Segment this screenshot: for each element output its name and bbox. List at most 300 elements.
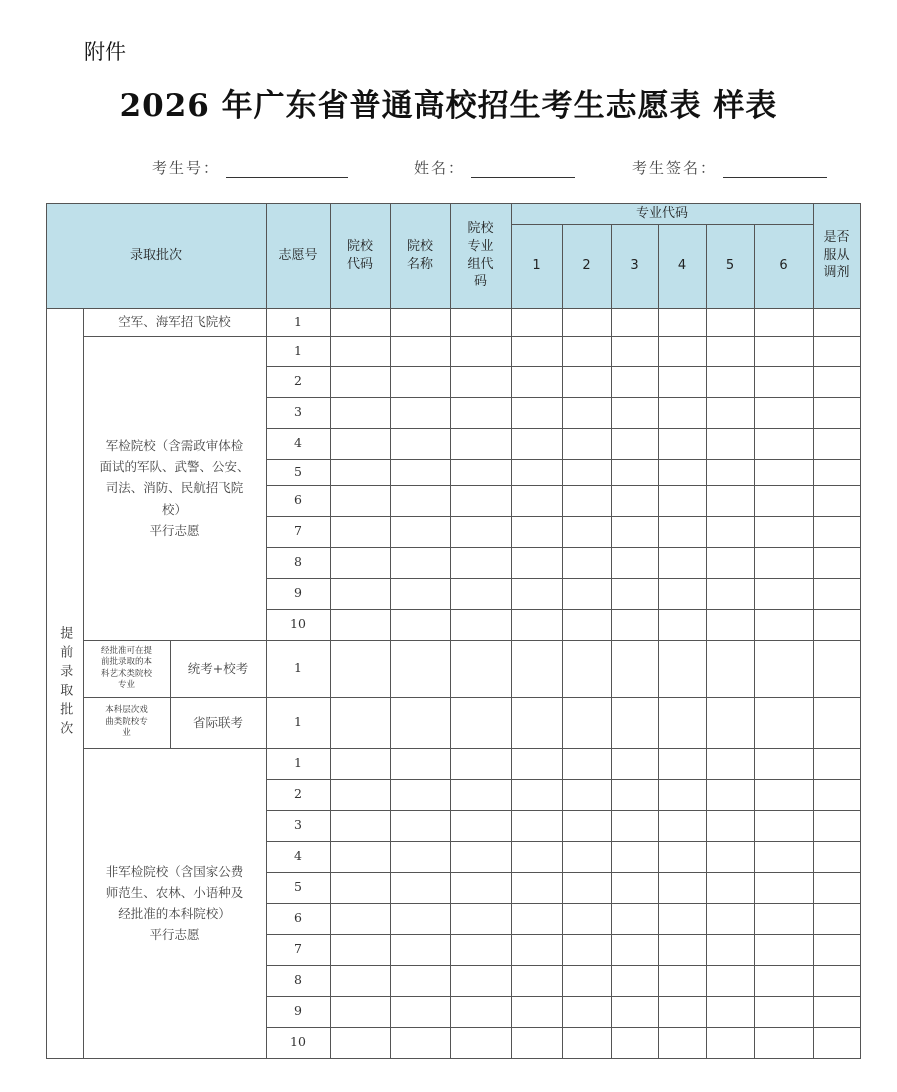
non-military-row-7-major-1[interactable] bbox=[511, 934, 562, 965]
air-navy-row-1-adjust[interactable] bbox=[813, 308, 860, 336]
non-military-row-7-major-5[interactable] bbox=[706, 934, 754, 965]
military-row-5-major-6[interactable] bbox=[754, 459, 813, 485]
header-major-col-2 bbox=[562, 224, 611, 308]
non-military-row-4-major-1[interactable] bbox=[511, 841, 562, 872]
military-row-2-school-code[interactable] bbox=[330, 366, 390, 397]
non-military-row-2-major-1[interactable] bbox=[511, 779, 562, 810]
military-row-3-school-code[interactable] bbox=[330, 397, 390, 428]
non-military-row-5-major-3[interactable] bbox=[611, 872, 658, 903]
military-row-6-major-2[interactable] bbox=[562, 485, 611, 516]
header-major-col-6 bbox=[754, 224, 813, 308]
military-row-4-major-3[interactable] bbox=[611, 428, 658, 459]
air-navy-row-1-major-5[interactable] bbox=[706, 308, 754, 336]
military-row-5-major-5[interactable] bbox=[706, 459, 754, 485]
non-military-row-8-major-6[interactable] bbox=[754, 965, 813, 996]
non-military-row-7-major-6[interactable] bbox=[754, 934, 813, 965]
section-non-military bbox=[83, 748, 266, 1058]
non-military-row-4-major-2[interactable] bbox=[562, 841, 611, 872]
non-military-row-6-major-4[interactable] bbox=[658, 903, 706, 934]
non-military-row-1-school-code[interactable] bbox=[330, 748, 390, 779]
non-military-row-10-major-5[interactable] bbox=[706, 1027, 754, 1058]
column-rule bbox=[754, 224, 755, 1058]
opera-row-1-school-name[interactable] bbox=[390, 697, 450, 748]
military-row-1-adjust[interactable] bbox=[813, 336, 860, 366]
header-major-col-3 bbox=[611, 224, 658, 308]
military-row-7-adjust[interactable] bbox=[813, 516, 860, 547]
section-opera-right-text: 省际联考 bbox=[192, 714, 243, 730]
header-batch bbox=[46, 203, 266, 308]
non-military-row-5-major-5[interactable] bbox=[706, 872, 754, 903]
non-military-row-5-major-2[interactable] bbox=[562, 872, 611, 903]
military-row-9-major-2[interactable] bbox=[562, 578, 611, 609]
military-row-8-major-2[interactable] bbox=[562, 547, 611, 578]
non-military-row-6-adjust[interactable] bbox=[813, 903, 860, 934]
non-military-row-2-group-code[interactable] bbox=[450, 779, 511, 810]
wish-number-non-military-6-text: 6 bbox=[294, 910, 302, 926]
air-navy-row-1-major-3[interactable] bbox=[611, 308, 658, 336]
non-military-row-3-major-6[interactable] bbox=[754, 810, 813, 841]
wish-number-military-2-text: 2 bbox=[294, 373, 302, 389]
military-row-7-major-4[interactable] bbox=[658, 516, 706, 547]
batch-label-early-text: 提前录取批次 bbox=[57, 626, 73, 740]
military-row-7-major-2[interactable] bbox=[562, 516, 611, 547]
wish-number-non-military-9-text: 9 bbox=[294, 1003, 302, 1019]
header-major-col-5 bbox=[706, 224, 754, 308]
non-military-row-2-major-2[interactable] bbox=[562, 779, 611, 810]
military-row-5-adjust[interactable] bbox=[813, 459, 860, 485]
military-row-2-school-name[interactable] bbox=[390, 366, 450, 397]
non-military-row-9-school-code[interactable] bbox=[330, 996, 390, 1027]
non-military-row-3-school-code[interactable] bbox=[330, 810, 390, 841]
non-military-row-9-major-6[interactable] bbox=[754, 996, 813, 1027]
section-art-left bbox=[83, 640, 170, 697]
non-military-row-10-adjust[interactable] bbox=[813, 1027, 860, 1058]
opera-row-1-adjust[interactable] bbox=[813, 697, 860, 748]
header-major-col-6-text: 6 bbox=[779, 258, 788, 274]
wish-number-non-military-1 bbox=[266, 748, 330, 779]
military-row-4-group-code[interactable] bbox=[450, 428, 511, 459]
military-row-5-major-4[interactable] bbox=[658, 459, 706, 485]
air-navy-row-1-major-2[interactable] bbox=[562, 308, 611, 336]
military-row-9-major-1[interactable] bbox=[511, 578, 562, 609]
military-row-7-major-5[interactable] bbox=[706, 516, 754, 547]
wish-number-non-military-2 bbox=[266, 779, 330, 810]
art-row-1-major-5[interactable] bbox=[706, 640, 754, 697]
non-military-row-4-group-code[interactable] bbox=[450, 841, 511, 872]
non-military-row-1-group-code[interactable] bbox=[450, 748, 511, 779]
non-military-row-6-group-code[interactable] bbox=[450, 903, 511, 934]
section-non-military-text: 非军检院校（含国家公费 师范生、农林、小语种及 经批准的本科院校） 平行志愿 bbox=[105, 863, 244, 943]
batch-label-early bbox=[46, 308, 83, 1058]
art-row-1-major-1[interactable] bbox=[511, 640, 562, 697]
military-row-2-major-2[interactable] bbox=[562, 366, 611, 397]
art-row-1-school-code[interactable] bbox=[330, 640, 390, 697]
header-school-name bbox=[390, 203, 450, 308]
military-row-4-adjust[interactable] bbox=[813, 428, 860, 459]
military-row-10-major-2[interactable] bbox=[562, 609, 611, 640]
air-navy-row-1-major-4[interactable] bbox=[658, 308, 706, 336]
column-rule bbox=[813, 203, 814, 1058]
column-rule bbox=[511, 203, 512, 1058]
non-military-row-10-major-6[interactable] bbox=[754, 1027, 813, 1058]
non-military-row-5-major-1[interactable] bbox=[511, 872, 562, 903]
non-military-row-9-major-5[interactable] bbox=[706, 996, 754, 1027]
military-row-8-school-name[interactable] bbox=[390, 547, 450, 578]
military-row-10-school-code[interactable] bbox=[330, 609, 390, 640]
opera-row-1-major-5[interactable] bbox=[706, 697, 754, 748]
non-military-row-8-major-4[interactable] bbox=[658, 965, 706, 996]
opera-row-1-school-code[interactable] bbox=[330, 697, 390, 748]
military-row-9-major-4[interactable] bbox=[658, 578, 706, 609]
military-row-6-group-code[interactable] bbox=[450, 485, 511, 516]
military-row-5-school-name[interactable] bbox=[390, 459, 450, 485]
military-row-9-school-code[interactable] bbox=[330, 578, 390, 609]
military-row-2-group-code[interactable] bbox=[450, 366, 511, 397]
section-opera-left bbox=[83, 697, 170, 748]
wish-number-non-military-5-text: 5 bbox=[294, 879, 302, 895]
column-rule bbox=[658, 224, 659, 1058]
non-military-row-10-school-code[interactable] bbox=[330, 1027, 390, 1058]
table-top-rule bbox=[46, 203, 860, 204]
wish-number-non-military-10 bbox=[266, 1027, 330, 1058]
art-row-1-school-name[interactable] bbox=[390, 640, 450, 697]
header-school-code bbox=[330, 203, 390, 308]
opera-row-1-major-4[interactable] bbox=[658, 697, 706, 748]
non-military-row-9-major-3[interactable] bbox=[611, 996, 658, 1027]
non-military-row-6-major-6[interactable] bbox=[754, 903, 813, 934]
opera-row-1-major-6[interactable] bbox=[754, 697, 813, 748]
column-rule bbox=[450, 203, 451, 1058]
section-military-text: 军检院校（含需政审体检 面试的军队、武警、公安、 司法、消防、民航招飞院 校） 平行志愿 bbox=[99, 437, 250, 538]
military-row-1-major-3[interactable] bbox=[611, 336, 658, 366]
military-row-7-major-6[interactable] bbox=[754, 516, 813, 547]
wish-number-non-military-8 bbox=[266, 965, 330, 996]
military-row-9-major-5[interactable] bbox=[706, 578, 754, 609]
art-row-1-major-4[interactable] bbox=[658, 640, 706, 697]
non-military-row-8-major-2[interactable] bbox=[562, 965, 611, 996]
military-row-9-major-3[interactable] bbox=[611, 578, 658, 609]
non-military-row-10-school-name[interactable] bbox=[390, 1027, 450, 1058]
non-military-row-6-major-3[interactable] bbox=[611, 903, 658, 934]
table-right-rule bbox=[860, 203, 861, 1059]
non-military-row-3-major-4[interactable] bbox=[658, 810, 706, 841]
military-row-7-major-1[interactable] bbox=[511, 516, 562, 547]
military-row-8-major-3[interactable] bbox=[611, 547, 658, 578]
military-row-10-adjust[interactable] bbox=[813, 609, 860, 640]
opera-row-1-major-1[interactable] bbox=[511, 697, 562, 748]
art-row-1-group-code[interactable] bbox=[450, 640, 511, 697]
air-navy-row-1-major-6[interactable] bbox=[754, 308, 813, 336]
non-military-row-7-school-name[interactable] bbox=[390, 934, 450, 965]
non-military-row-10-major-3[interactable] bbox=[611, 1027, 658, 1058]
non-military-row-3-adjust[interactable] bbox=[813, 810, 860, 841]
air-navy-row-1-group-code[interactable] bbox=[450, 308, 511, 336]
military-row-8-adjust[interactable] bbox=[813, 547, 860, 578]
military-row-5-group-code[interactable] bbox=[450, 459, 511, 485]
military-row-9-group-code[interactable] bbox=[450, 578, 511, 609]
non-military-row-1-major-2[interactable] bbox=[562, 748, 611, 779]
non-military-row-8-school-code[interactable] bbox=[330, 965, 390, 996]
non-military-row-6-school-code[interactable] bbox=[330, 903, 390, 934]
header-wish-number-text: 志愿号 bbox=[278, 247, 318, 263]
non-military-row-5-group-code[interactable] bbox=[450, 872, 511, 903]
military-row-9-school-name[interactable] bbox=[390, 578, 450, 609]
military-row-7-school-code[interactable] bbox=[330, 516, 390, 547]
non-military-row-8-adjust[interactable] bbox=[813, 965, 860, 996]
military-row-3-group-code[interactable] bbox=[450, 397, 511, 428]
attachment-label: 附件 bbox=[84, 40, 126, 64]
military-row-2-major-5[interactable] bbox=[706, 366, 754, 397]
air-navy-row-1-major-1[interactable] bbox=[511, 308, 562, 336]
military-row-2-major-4[interactable] bbox=[658, 366, 706, 397]
military-row-1-major-4[interactable] bbox=[658, 336, 706, 366]
wish-number-non-military-9 bbox=[266, 996, 330, 1027]
non-military-row-4-major-3[interactable] bbox=[611, 841, 658, 872]
non-military-row-9-major-1[interactable] bbox=[511, 996, 562, 1027]
wish-number-military-9-text: 9 bbox=[294, 585, 302, 601]
header-major-code-text: 专业代码 bbox=[635, 205, 688, 221]
military-row-5-major-2[interactable] bbox=[562, 459, 611, 485]
military-row-2-major-6[interactable] bbox=[754, 366, 813, 397]
wish-number-opera-1-text: 1 bbox=[294, 714, 302, 730]
wish-number-art-1-text: 1 bbox=[294, 660, 302, 676]
military-row-6-major-3[interactable] bbox=[611, 485, 658, 516]
non-military-row-10-group-code[interactable] bbox=[450, 1027, 511, 1058]
non-military-row-4-major-5[interactable] bbox=[706, 841, 754, 872]
section-military bbox=[83, 336, 266, 640]
military-row-3-major-4[interactable] bbox=[658, 397, 706, 428]
military-row-1-school-name[interactable] bbox=[390, 336, 450, 366]
military-row-5-major-3[interactable] bbox=[611, 459, 658, 485]
military-row-3-major-6[interactable] bbox=[754, 397, 813, 428]
non-military-row-2-school-name[interactable] bbox=[390, 779, 450, 810]
military-row-8-major-6[interactable] bbox=[754, 547, 813, 578]
military-row-3-school-name[interactable] bbox=[390, 397, 450, 428]
non-military-row-6-major-1[interactable] bbox=[511, 903, 562, 934]
non-military-row-4-school-code[interactable] bbox=[330, 841, 390, 872]
non-military-row-7-major-2[interactable] bbox=[562, 934, 611, 965]
military-row-7-school-name[interactable] bbox=[390, 516, 450, 547]
opera-row-1-major-2[interactable] bbox=[562, 697, 611, 748]
non-military-row-5-major-4[interactable] bbox=[658, 872, 706, 903]
wish-number-non-military-8-text: 8 bbox=[294, 972, 302, 988]
section-art-right bbox=[170, 640, 266, 697]
non-military-row-2-major-5[interactable] bbox=[706, 779, 754, 810]
non-military-row-10-major-1[interactable] bbox=[511, 1027, 562, 1058]
non-military-row-3-major-3[interactable] bbox=[611, 810, 658, 841]
non-military-row-9-school-name[interactable] bbox=[390, 996, 450, 1027]
wish-number-military-1 bbox=[266, 336, 330, 366]
non-military-row-5-school-code[interactable] bbox=[330, 872, 390, 903]
art-row-1-major-6[interactable] bbox=[754, 640, 813, 697]
wish-number-non-military-3-text: 3 bbox=[294, 817, 302, 833]
non-military-row-8-major-3[interactable] bbox=[611, 965, 658, 996]
wish-number-non-military-1-text: 1 bbox=[294, 755, 302, 771]
military-row-10-school-name[interactable] bbox=[390, 609, 450, 640]
non-military-row-5-school-name[interactable] bbox=[390, 872, 450, 903]
non-military-row-4-adjust[interactable] bbox=[813, 841, 860, 872]
military-row-4-major-2[interactable] bbox=[562, 428, 611, 459]
header-school-name-text: 院校 名称 bbox=[406, 238, 433, 272]
non-military-row-1-major-6[interactable] bbox=[754, 748, 813, 779]
military-row-2-major-1[interactable] bbox=[511, 366, 562, 397]
air-navy-row-1-school-name[interactable] bbox=[390, 308, 450, 336]
opera-row-1-major-3[interactable] bbox=[611, 697, 658, 748]
military-row-3-major-5[interactable] bbox=[706, 397, 754, 428]
military-row-1-major-5[interactable] bbox=[706, 336, 754, 366]
non-military-row-4-major-4[interactable] bbox=[658, 841, 706, 872]
non-military-row-8-major-1[interactable] bbox=[511, 965, 562, 996]
military-row-8-school-code[interactable] bbox=[330, 547, 390, 578]
non-military-row-1-major-5[interactable] bbox=[706, 748, 754, 779]
military-row-10-major-4[interactable] bbox=[658, 609, 706, 640]
military-row-10-major-6[interactable] bbox=[754, 609, 813, 640]
wish-number-military-7-text: 7 bbox=[294, 523, 302, 539]
military-row-4-major-5[interactable] bbox=[706, 428, 754, 459]
military-row-10-major-5[interactable] bbox=[706, 609, 754, 640]
non-military-row-2-adjust[interactable] bbox=[813, 779, 860, 810]
non-military-row-4-major-6[interactable] bbox=[754, 841, 813, 872]
military-row-1-major-6[interactable] bbox=[754, 336, 813, 366]
wish-number-military-6 bbox=[266, 485, 330, 516]
non-military-row-1-major-3[interactable] bbox=[611, 748, 658, 779]
signature-label: 考生签名： bbox=[632, 159, 718, 177]
wish-number-air-navy-1-text: 1 bbox=[294, 313, 302, 329]
header-bottom-rule bbox=[46, 308, 860, 309]
non-military-row-2-school-code[interactable] bbox=[330, 779, 390, 810]
non-military-row-9-adjust[interactable] bbox=[813, 996, 860, 1027]
non-military-row-4-school-name[interactable] bbox=[390, 841, 450, 872]
non-military-row-6-school-name[interactable] bbox=[390, 903, 450, 934]
military-row-3-adjust[interactable] bbox=[813, 397, 860, 428]
non-military-row-7-major-4[interactable] bbox=[658, 934, 706, 965]
non-military-row-5-major-6[interactable] bbox=[754, 872, 813, 903]
wish-number-military-3-text: 3 bbox=[294, 404, 302, 420]
non-military-row-8-school-name[interactable] bbox=[390, 965, 450, 996]
military-row-6-school-code[interactable] bbox=[330, 485, 390, 516]
military-row-1-major-1[interactable] bbox=[511, 336, 562, 366]
non-military-row-3-group-code[interactable] bbox=[450, 810, 511, 841]
non-military-row-9-group-code[interactable] bbox=[450, 996, 511, 1027]
column-rule bbox=[611, 224, 612, 1058]
non-military-row-7-group-code[interactable] bbox=[450, 934, 511, 965]
art-row-1-adjust[interactable] bbox=[813, 640, 860, 697]
non-military-row-6-major-2[interactable] bbox=[562, 903, 611, 934]
military-row-8-major-5[interactable] bbox=[706, 547, 754, 578]
military-row-2-adjust[interactable] bbox=[813, 366, 860, 397]
non-military-row-8-major-5[interactable] bbox=[706, 965, 754, 996]
military-row-6-adjust[interactable] bbox=[813, 485, 860, 516]
military-row-8-major-1[interactable] bbox=[511, 547, 562, 578]
military-row-4-school-code[interactable] bbox=[330, 428, 390, 459]
non-military-row-2-major-3[interactable] bbox=[611, 779, 658, 810]
military-row-1-group-code[interactable] bbox=[450, 336, 511, 366]
non-military-row-7-adjust[interactable] bbox=[813, 934, 860, 965]
wish-number-non-military-4-text: 4 bbox=[294, 848, 302, 864]
military-row-5-major-1[interactable] bbox=[511, 459, 562, 485]
military-row-5-school-code[interactable] bbox=[330, 459, 390, 485]
header-major-col-1 bbox=[511, 224, 562, 308]
non-military-row-10-major-4[interactable] bbox=[658, 1027, 706, 1058]
military-row-1-school-code[interactable] bbox=[330, 336, 390, 366]
art-row-1-major-2[interactable] bbox=[562, 640, 611, 697]
wish-number-non-military-7-text: 7 bbox=[294, 941, 302, 957]
military-row-6-major-1[interactable] bbox=[511, 485, 562, 516]
non-military-row-1-major-1[interactable] bbox=[511, 748, 562, 779]
military-row-3-major-1[interactable] bbox=[511, 397, 562, 428]
air-navy-row-1-school-code[interactable] bbox=[330, 308, 390, 336]
military-row-4-major-6[interactable] bbox=[754, 428, 813, 459]
non-military-row-10-major-2[interactable] bbox=[562, 1027, 611, 1058]
military-row-9-major-6[interactable] bbox=[754, 578, 813, 609]
non-military-row-3-major-1[interactable] bbox=[511, 810, 562, 841]
military-row-2-major-3[interactable] bbox=[611, 366, 658, 397]
header-major-col-3-text: 3 bbox=[630, 258, 639, 274]
non-military-row-1-adjust[interactable] bbox=[813, 748, 860, 779]
opera-row-1-group-code[interactable] bbox=[450, 697, 511, 748]
non-military-row-9-major-2[interactable] bbox=[562, 996, 611, 1027]
military-row-8-major-4[interactable] bbox=[658, 547, 706, 578]
non-military-row-5-adjust[interactable] bbox=[813, 872, 860, 903]
header-wish-number bbox=[266, 203, 330, 308]
header-adjust bbox=[813, 203, 860, 308]
military-row-4-major-1[interactable] bbox=[511, 428, 562, 459]
header-major-col-4 bbox=[658, 224, 706, 308]
form-title: 2026 年广东省普通高校招生考生志愿表 样表 bbox=[119, 88, 778, 124]
military-row-3-major-3[interactable] bbox=[611, 397, 658, 428]
non-military-row-6-major-5[interactable] bbox=[706, 903, 754, 934]
exam-number-label: 考生号： bbox=[152, 159, 221, 177]
wish-number-military-9 bbox=[266, 578, 330, 609]
wish-number-military-8 bbox=[266, 547, 330, 578]
military-row-9-adjust[interactable] bbox=[813, 578, 860, 609]
military-row-4-school-name[interactable] bbox=[390, 428, 450, 459]
military-row-6-major-5[interactable] bbox=[706, 485, 754, 516]
wish-number-military-3 bbox=[266, 397, 330, 428]
wish-number-military-4 bbox=[266, 428, 330, 459]
military-row-4-major-4[interactable] bbox=[658, 428, 706, 459]
non-military-row-2-major-4[interactable] bbox=[658, 779, 706, 810]
wish-number-non-military-10-text: 10 bbox=[290, 1034, 306, 1050]
art-row-1-major-3[interactable] bbox=[611, 640, 658, 697]
non-military-row-8-group-code[interactable] bbox=[450, 965, 511, 996]
non-military-row-1-major-4[interactable] bbox=[658, 748, 706, 779]
column-rule bbox=[83, 308, 84, 1058]
non-military-row-3-major-5[interactable] bbox=[706, 810, 754, 841]
military-row-7-group-code[interactable] bbox=[450, 516, 511, 547]
military-row-3-major-2[interactable] bbox=[562, 397, 611, 428]
military-row-10-major-3[interactable] bbox=[611, 609, 658, 640]
military-row-6-major-4[interactable] bbox=[658, 485, 706, 516]
non-military-row-7-school-code[interactable] bbox=[330, 934, 390, 965]
non-military-row-3-school-name[interactable] bbox=[390, 810, 450, 841]
military-row-10-major-1[interactable] bbox=[511, 609, 562, 640]
header-adjust-text: 是否 服从 调剂 bbox=[823, 230, 850, 281]
non-military-row-1-school-name[interactable] bbox=[390, 748, 450, 779]
section-air-navy-text: 空军、海军招飞院校 bbox=[118, 314, 231, 330]
military-row-7-major-3[interactable] bbox=[611, 516, 658, 547]
wish-number-military-2 bbox=[266, 366, 330, 397]
non-military-row-7-major-3[interactable] bbox=[611, 934, 658, 965]
military-row-6-major-6[interactable] bbox=[754, 485, 813, 516]
non-military-row-2-major-6[interactable] bbox=[754, 779, 813, 810]
non-military-row-9-major-4[interactable] bbox=[658, 996, 706, 1027]
non-military-row-3-major-2[interactable] bbox=[562, 810, 611, 841]
military-row-8-group-code[interactable] bbox=[450, 547, 511, 578]
military-row-6-school-name[interactable] bbox=[390, 485, 450, 516]
military-row-1-major-2[interactable] bbox=[562, 336, 611, 366]
military-row-10-group-code[interactable] bbox=[450, 609, 511, 640]
